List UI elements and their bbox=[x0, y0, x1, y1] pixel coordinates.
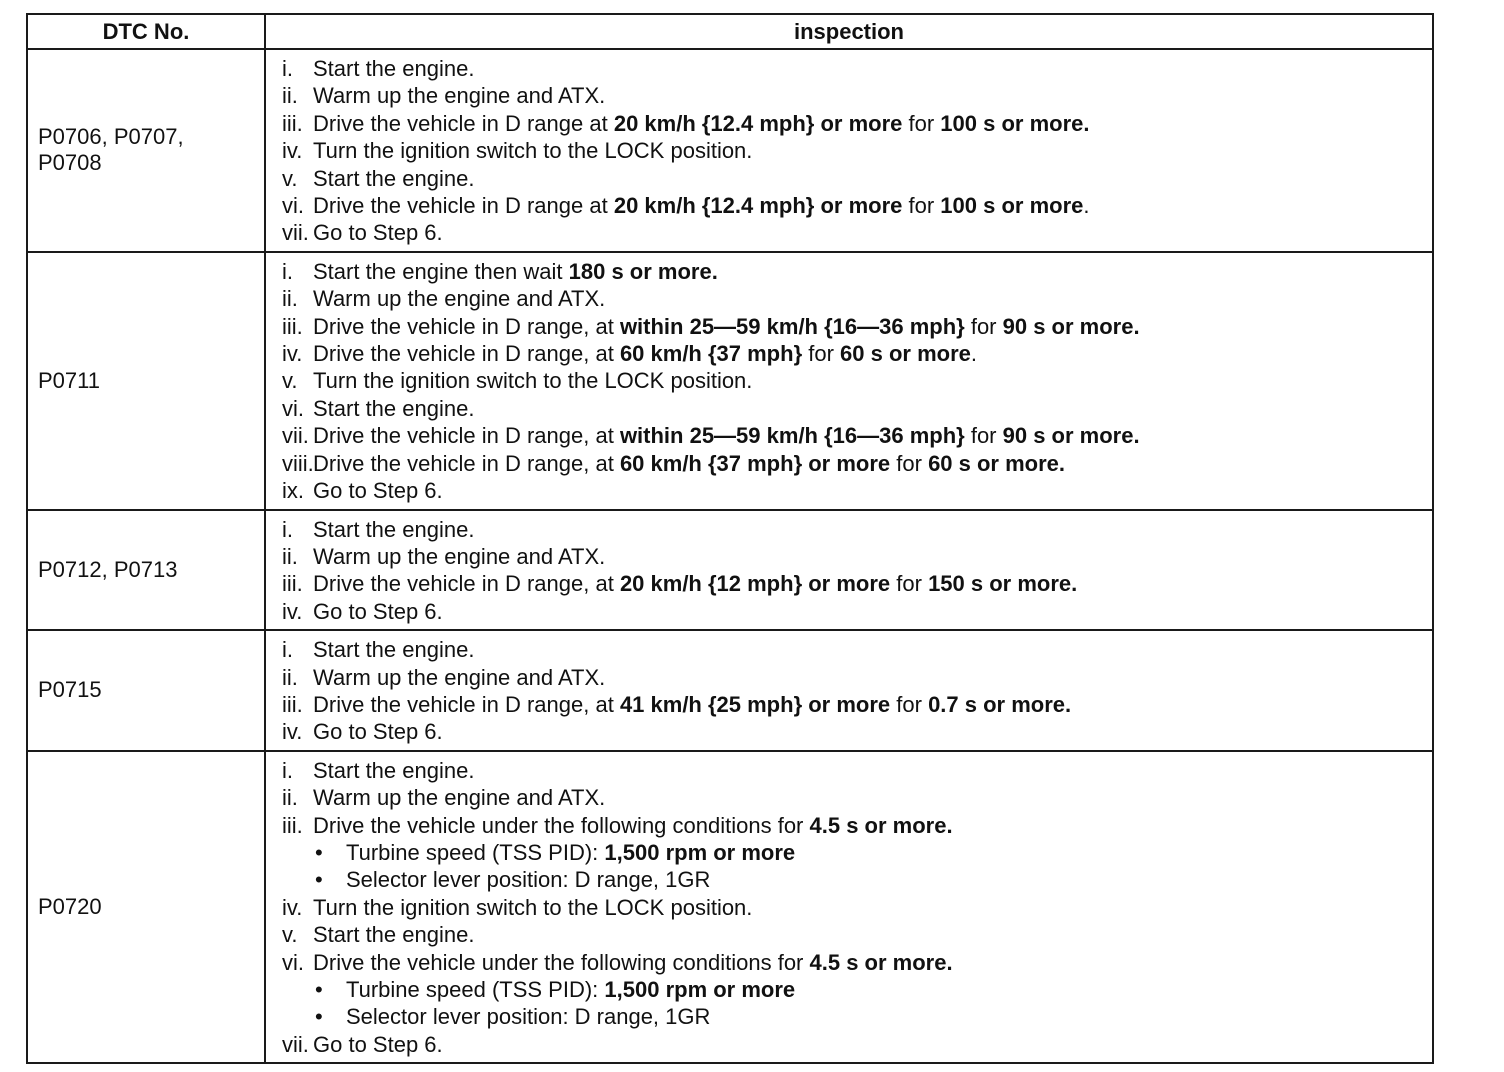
bold-value: 20 km/h {12 mph} or more bbox=[619, 571, 891, 597]
table-header-row bbox=[27, 14, 1433, 49]
dtc-number-line: P0711 bbox=[38, 367, 100, 393]
step-text bbox=[313, 812, 953, 839]
inspection-step bbox=[282, 313, 1432, 340]
text-run: Turbine speed (TSS PID): bbox=[346, 977, 605, 1002]
step-number: ii. bbox=[282, 785, 298, 811]
step-number: ii. bbox=[282, 83, 298, 109]
step-text bbox=[313, 110, 1089, 137]
bullet-icon: • bbox=[315, 977, 323, 1002]
dtc-inspection-table bbox=[26, 13, 1434, 1064]
step-text bbox=[346, 976, 795, 1003]
text-run: Go to Step 6. bbox=[313, 598, 443, 624]
inspection-step bbox=[282, 570, 1432, 597]
step-number: iv. bbox=[282, 719, 303, 745]
text-run: Selector lever position: D range, 1GR bbox=[346, 1004, 711, 1030]
bold-value: 60 s or more. bbox=[928, 450, 1066, 476]
inspection-step bbox=[282, 165, 1432, 192]
table-row bbox=[27, 49, 1433, 252]
step-number: iv. bbox=[282, 138, 303, 164]
inspection-step bbox=[282, 82, 1432, 109]
step-number: vi. bbox=[282, 949, 304, 975]
inspection-step bbox=[282, 285, 1432, 312]
step-text bbox=[313, 598, 443, 625]
dtc-number-cell bbox=[27, 630, 265, 751]
step-number: i. bbox=[282, 56, 293, 81]
step-number: iv. bbox=[282, 598, 303, 624]
table-row bbox=[27, 630, 1433, 751]
step-number: vii. bbox=[282, 220, 309, 246]
step-text bbox=[313, 543, 605, 570]
text-run: Drive the vehicle in D range at bbox=[313, 193, 614, 219]
step-text bbox=[313, 340, 977, 367]
step-text bbox=[313, 219, 443, 246]
text-run: Turn the ignition switch to the LOCK position. bbox=[313, 138, 753, 164]
inspection-step bbox=[282, 636, 1432, 663]
text-run: for bbox=[890, 691, 929, 717]
inspection-step bbox=[282, 757, 1432, 784]
step-text bbox=[313, 285, 605, 312]
text-run: Drive the vehicle in D range, at bbox=[313, 450, 620, 476]
dtc-number-line: P0708 bbox=[38, 150, 102, 176]
step-number: iii. bbox=[282, 691, 303, 717]
dtc-number-cell bbox=[27, 252, 265, 510]
step-text bbox=[313, 477, 443, 504]
table-body bbox=[27, 49, 1433, 1063]
inspection-cell bbox=[265, 510, 1433, 631]
text-run: Drive the vehicle in D range, at bbox=[313, 341, 620, 367]
text-run: Go to Step 6. bbox=[313, 220, 443, 246]
inspection-step bbox=[282, 1031, 1432, 1058]
step-number: ii. bbox=[282, 286, 298, 312]
step-number: iv. bbox=[282, 341, 303, 367]
step-text bbox=[313, 258, 718, 285]
table-row bbox=[27, 252, 1433, 510]
step-text bbox=[313, 718, 443, 745]
text-run: Start the engine then wait bbox=[313, 258, 569, 284]
step-number: iii. bbox=[282, 571, 303, 597]
step-number: iii. bbox=[282, 313, 303, 339]
step-number: vi. bbox=[282, 395, 304, 421]
inspection-step bbox=[282, 664, 1432, 691]
bold-value: 1,500 rpm or more bbox=[604, 839, 796, 865]
text-run: for bbox=[902, 110, 941, 136]
text-run: Warm up the engine and ATX. bbox=[313, 664, 606, 690]
text-run: for bbox=[964, 313, 1003, 339]
header-inspection: inspection bbox=[265, 14, 1433, 49]
bold-value: 60 s or more bbox=[840, 341, 971, 367]
text-run: Warm up the engine and ATX. bbox=[313, 286, 606, 312]
bold-value: 90 s or more. bbox=[1002, 313, 1140, 339]
inspection-step bbox=[282, 718, 1432, 745]
inspection-step bbox=[282, 55, 1432, 82]
text-run: Go to Step 6. bbox=[313, 719, 443, 745]
dtc-number-cell bbox=[27, 751, 265, 1063]
step-number: i. bbox=[282, 637, 293, 663]
text-run: Start the engine. bbox=[313, 165, 475, 191]
text-run: Turn the ignition switch to the LOCK position. bbox=[313, 894, 753, 920]
bold-value: 20 km/h {12.4 mph} or more bbox=[613, 110, 903, 136]
text-run: Start the engine. bbox=[313, 56, 475, 81]
inspection-step bbox=[282, 340, 1432, 367]
text-run: Drive the vehicle in D range, at bbox=[313, 313, 620, 339]
inspection-step bbox=[282, 258, 1432, 285]
text-run: Warm up the engine and ATX. bbox=[313, 83, 606, 109]
dtc-number-line: P0720 bbox=[38, 893, 102, 919]
step-text bbox=[313, 949, 953, 976]
text-run: Start the engine. bbox=[313, 922, 475, 948]
inspection-cell bbox=[265, 630, 1433, 751]
inspection-step bbox=[282, 894, 1432, 921]
step-text bbox=[313, 422, 1140, 449]
step-text bbox=[313, 691, 1071, 718]
inspection-step bbox=[282, 192, 1432, 219]
step-text bbox=[313, 664, 605, 691]
condition-bullet-item bbox=[282, 866, 1432, 893]
inspection-cell bbox=[265, 49, 1433, 252]
text-run: Turbine speed (TSS PID): bbox=[346, 839, 605, 865]
step-number: iii. bbox=[282, 812, 303, 838]
step-text bbox=[313, 757, 474, 784]
bold-value: 20 km/h {12.4 mph} or more bbox=[613, 193, 903, 219]
inspection-step bbox=[282, 477, 1432, 504]
text-run: Start the engine. bbox=[313, 395, 475, 421]
text-run: Drive the vehicle under the following conditions for bbox=[313, 812, 810, 838]
text-run: for bbox=[890, 450, 929, 476]
step-number: vii. bbox=[282, 423, 309, 449]
text-run: Warm up the engine and ATX. bbox=[313, 543, 606, 569]
inspection-step bbox=[282, 784, 1432, 811]
text-run: Turn the ignition switch to the LOCK position. bbox=[313, 368, 753, 394]
step-text bbox=[313, 516, 474, 543]
inspection-step bbox=[282, 422, 1432, 449]
table-row bbox=[27, 510, 1433, 631]
table-row bbox=[27, 751, 1433, 1063]
inspection-step bbox=[282, 812, 1432, 839]
text-run: Start the engine. bbox=[313, 516, 475, 542]
text-run: for bbox=[964, 423, 1003, 449]
step-number: v. bbox=[282, 368, 298, 394]
bold-value: 150 s or more. bbox=[928, 571, 1078, 597]
inspection-cell bbox=[265, 252, 1433, 510]
step-number: ii. bbox=[282, 543, 298, 569]
header-dtc-no: DTC No. bbox=[27, 14, 265, 49]
bold-value: 41 km/h {25 mph} or more bbox=[619, 691, 891, 717]
inspection-step bbox=[282, 395, 1432, 422]
bold-value: 60 km/h {37 mph} or more bbox=[619, 450, 891, 476]
dtc-number-line: P0706, P0707, bbox=[38, 124, 184, 150]
bullet-icon: • bbox=[315, 867, 323, 893]
bold-value: 100 s or more bbox=[940, 193, 1084, 219]
condition-bullet-item bbox=[282, 839, 1432, 866]
text-run: Start the engine. bbox=[313, 757, 475, 783]
bold-value: 4.5 s or more. bbox=[809, 812, 953, 838]
inspection-step bbox=[282, 949, 1432, 976]
bold-value: 90 s or more. bbox=[1002, 423, 1140, 449]
inspection-step bbox=[282, 219, 1432, 246]
step-text bbox=[313, 450, 1065, 477]
text-run: for bbox=[802, 341, 841, 367]
inspection-cell bbox=[265, 751, 1433, 1063]
dtc-number-cell bbox=[27, 49, 265, 252]
text-run: Go to Step 6. bbox=[313, 1031, 443, 1057]
text-run: Selector lever position: D range, 1GR bbox=[346, 867, 711, 893]
text-run: for bbox=[902, 193, 941, 219]
bold-value: within 25—59 km/h {16—36 mph} bbox=[619, 423, 965, 449]
step-text bbox=[313, 137, 752, 164]
step-text bbox=[313, 367, 752, 394]
step-number: iii. bbox=[282, 110, 303, 136]
text-run: . bbox=[1083, 193, 1090, 219]
text-run: Drive the vehicle under the following conditions for bbox=[313, 949, 810, 975]
inspection-step bbox=[282, 543, 1432, 570]
condition-bullet-item bbox=[282, 1003, 1432, 1030]
step-number: v. bbox=[282, 922, 298, 948]
dtc-number-line: P0715 bbox=[38, 677, 102, 703]
step-text bbox=[313, 55, 474, 82]
inspection-step bbox=[282, 516, 1432, 543]
step-text bbox=[313, 165, 474, 192]
step-number: i. bbox=[282, 516, 293, 542]
bullet-icon: • bbox=[315, 1004, 323, 1030]
bold-value: 4.5 s or more. bbox=[809, 949, 953, 975]
inspection-step bbox=[282, 598, 1432, 625]
dtc-number-line: P0712, P0713 bbox=[38, 556, 178, 582]
condition-bullet-item bbox=[282, 976, 1432, 1003]
inspection-step bbox=[282, 691, 1432, 718]
inspection-step bbox=[282, 921, 1432, 948]
text-run: Drive the vehicle in D range, at bbox=[313, 423, 620, 449]
bold-value: within 25—59 km/h {16—36 mph} bbox=[619, 313, 965, 339]
step-number: v. bbox=[282, 165, 298, 191]
step-number: vii. bbox=[282, 1031, 309, 1057]
step-number: i. bbox=[282, 258, 293, 284]
step-text bbox=[313, 395, 474, 422]
step-text bbox=[313, 894, 752, 921]
step-text bbox=[346, 866, 710, 893]
inspection-step bbox=[282, 450, 1432, 477]
text-run: . bbox=[970, 341, 977, 367]
step-number: iv. bbox=[282, 894, 303, 920]
bold-value: 1,500 rpm or more bbox=[604, 977, 796, 1002]
step-text bbox=[313, 570, 1077, 597]
text-run: Warm up the engine and ATX. bbox=[313, 785, 606, 811]
text-run: Go to Step 6. bbox=[313, 478, 443, 504]
text-run: Drive the vehicle in D range, at bbox=[313, 691, 620, 717]
bold-value: 60 km/h {37 mph} bbox=[619, 341, 803, 367]
step-text bbox=[346, 1003, 710, 1030]
step-number: ii. bbox=[282, 664, 298, 690]
step-text bbox=[313, 82, 605, 109]
inspection-step bbox=[282, 137, 1432, 164]
step-text bbox=[313, 313, 1140, 340]
step-number: vi. bbox=[282, 193, 304, 219]
step-text bbox=[313, 921, 474, 948]
step-text bbox=[313, 636, 474, 663]
text-run: for bbox=[890, 571, 929, 597]
step-number: ix. bbox=[282, 478, 304, 504]
text-run: Start the engine. bbox=[313, 637, 475, 663]
text-run: Drive the vehicle in D range at bbox=[313, 110, 614, 136]
step-text bbox=[313, 784, 605, 811]
text-run: Drive the vehicle in D range, at bbox=[313, 571, 620, 597]
step-number: i. bbox=[282, 757, 293, 783]
step-number: viii. bbox=[282, 450, 314, 476]
inspection-step bbox=[282, 110, 1432, 137]
step-text bbox=[346, 839, 795, 866]
bullet-icon: • bbox=[315, 839, 323, 865]
inspection-step bbox=[282, 367, 1432, 394]
step-text bbox=[313, 1031, 443, 1058]
bold-value: 0.7 s or more. bbox=[928, 691, 1072, 717]
bold-value: 180 s or more. bbox=[568, 258, 718, 284]
bold-value: 100 s or more. bbox=[940, 110, 1090, 136]
step-text bbox=[313, 192, 1090, 219]
dtc-number-cell bbox=[27, 510, 265, 631]
